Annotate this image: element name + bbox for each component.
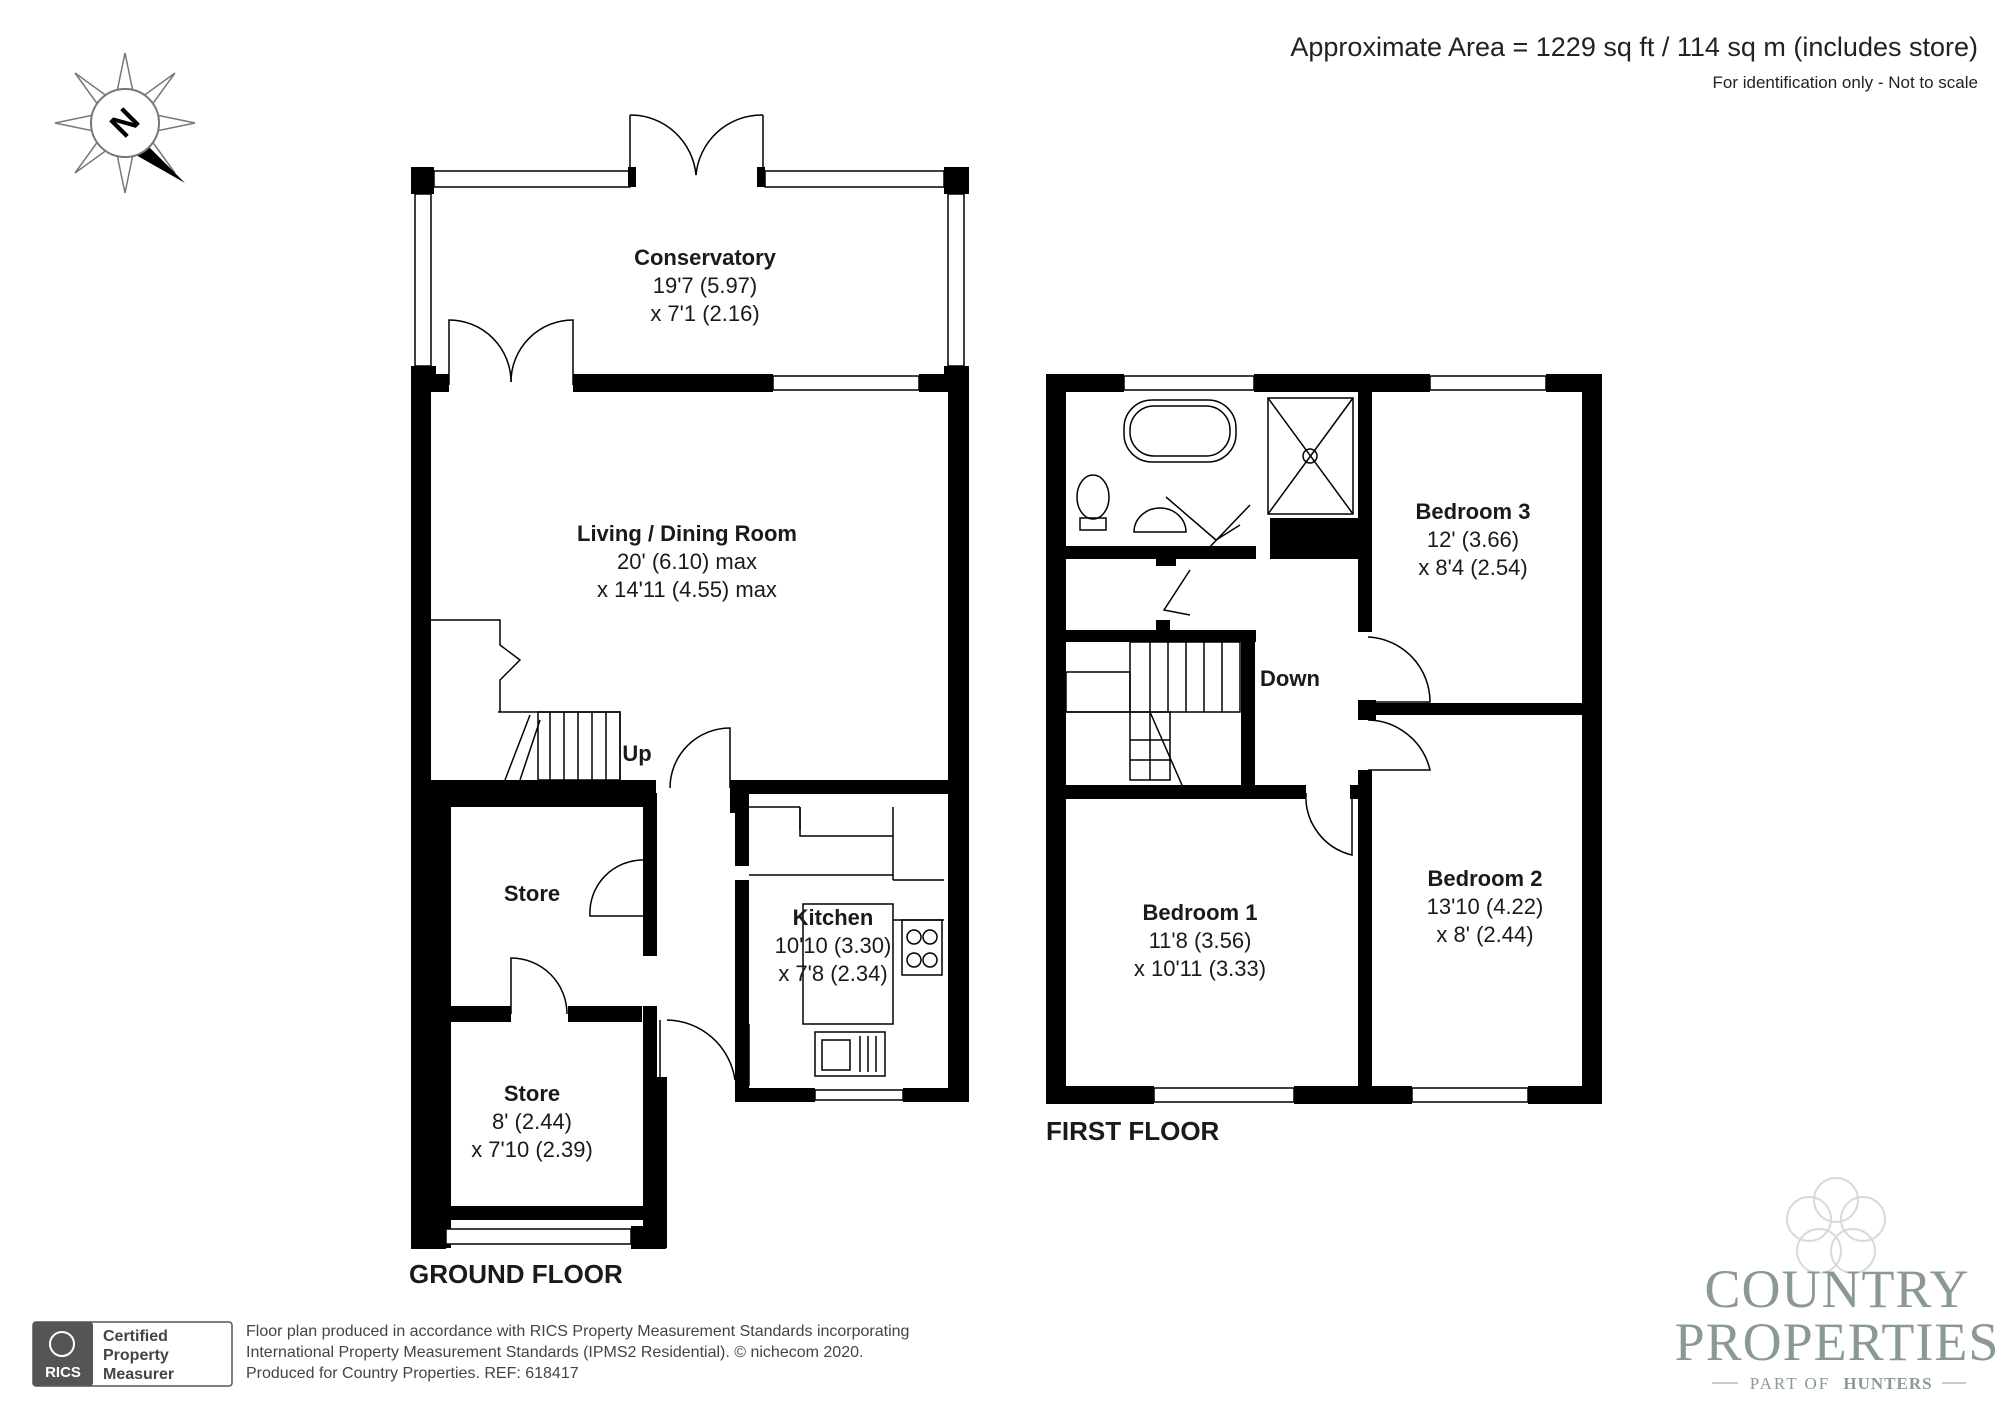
- bedroom-2-dim-1: 13'10 (4.22): [1426, 894, 1544, 919]
- first-floor-label: FIRST FLOOR: [1046, 1116, 1220, 1146]
- ground-floor-label: GROUND FLOOR: [409, 1259, 623, 1289]
- bedroom-1-dim-1: 11'8 (3.56): [1148, 928, 1252, 953]
- footer-line-1: Floor plan produced in accordance with RICS Property Measurement Standards incorporating: [246, 1323, 910, 1340]
- store-2-dim-1: 8' (2.44): [491, 1109, 573, 1134]
- bedroom-2-name: Bedroom 2: [1427, 866, 1543, 891]
- stairs-up-label: Up: [622, 741, 652, 766]
- compass-icon: [55, 53, 195, 193]
- bedroom-1-dim-2: x 10'11 (3.33): [1133, 956, 1267, 981]
- bedroom-1-name: Bedroom 1: [1142, 900, 1258, 925]
- store-2-name: Store: [503, 1081, 561, 1106]
- living-dining-dim-2: x 14'11 (4.55) max: [597, 577, 777, 602]
- rics-badge: [33, 1322, 232, 1386]
- conservatory-name: Conservatory: [634, 245, 776, 270]
- store-2-dim-2: x 7'10 (2.39): [471, 1137, 593, 1162]
- bedroom-3-name: Bedroom 3: [1415, 499, 1531, 524]
- logo-line-2: PROPERTIES: [1674, 1312, 2000, 1372]
- kitchen-dim-1: 10'10 (3.30): [774, 933, 892, 958]
- compass-north-label: N: [102, 100, 148, 146]
- footer-line-3: Produced for Country Properties. REF: 618417: [246, 1365, 579, 1382]
- living-dining-name: Living / Dining Room: [577, 521, 797, 546]
- ground-floor-plan: [409, 115, 969, 1289]
- kitchen-name: Kitchen: [792, 905, 874, 930]
- store-name: Store: [503, 881, 561, 906]
- badge-title-line-1: Certified: [103, 1328, 168, 1345]
- badge-title-line-2: Property: [103, 1347, 169, 1364]
- first-floor-walls: [1046, 374, 1602, 1104]
- scale-note-text: For identification only - Not to scale: [1712, 73, 1978, 92]
- approximate-area-text: Approximate Area = 1229 sq ft / 114 sq m (includes store): [1290, 32, 1978, 62]
- bedroom-3-dim-2: x 8'4 (2.54): [1418, 555, 1528, 580]
- logo-part-of: PART OF: [1749, 1374, 1831, 1393]
- logo-line-1: COUNTRY: [1704, 1259, 1970, 1319]
- lower-ground-walls: [411, 792, 969, 1249]
- rics-org-text: RICS: [45, 1364, 81, 1381]
- conservatory-dim-2: x 7'1 (2.16): [650, 301, 760, 326]
- bedroom-2-dim-2: x 8' (2.44): [1436, 922, 1534, 947]
- first-floor-plan: [1046, 374, 1602, 1146]
- conservatory-dim-1: 19'7 (5.97): [652, 273, 758, 298]
- kitchen-dim-2: x 7'8 (2.34): [778, 961, 888, 986]
- badge-title-line-3: Measurer: [103, 1366, 175, 1383]
- bedroom-3-dim-1: 12' (3.66): [1426, 527, 1520, 552]
- logo-brand: HUNTERS: [1843, 1374, 1933, 1393]
- stairs-down-label: Down: [1260, 666, 1320, 691]
- country-properties-logo: [1675, 1178, 2000, 1393]
- footer-line-2: International Property Measurement Standards (IPMS2 Residential). © nichecom 2020.: [246, 1344, 864, 1361]
- living-dining-dim-1: 20' (6.10) max: [617, 549, 757, 574]
